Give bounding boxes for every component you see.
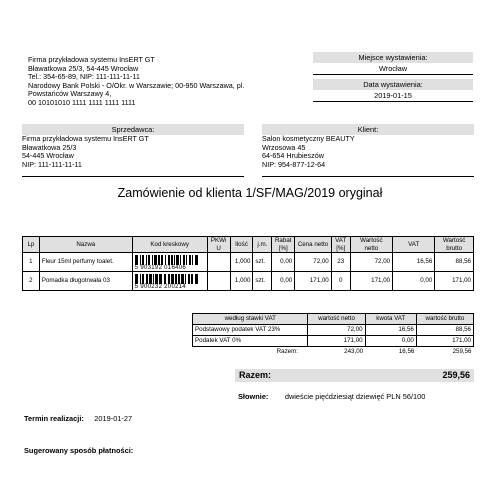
seller-header-line: Tel.: 354-65-89, NIP: 111-111-11-11 — [28, 72, 140, 82]
vat-col-rate: według stawki VAT — [193, 314, 308, 325]
cell-lp: 2 — [23, 272, 40, 291]
vat-total-net: 243,00 — [344, 348, 364, 355]
items-header-row — [23, 237, 474, 253]
barcode-bar — [149, 274, 152, 284]
cell-name: Pomadka długotrwała 03 — [39, 272, 132, 291]
vat-cell-rate: Podatek VAT 0% — [193, 336, 308, 347]
issue-place-label: Miejsce wystawienia: — [313, 52, 473, 63]
cell-qty: 1,000 — [230, 253, 253, 272]
barcode-bar — [168, 274, 170, 284]
client-line: NIP: 954-877-12-64 — [262, 159, 326, 169]
barcode-bar — [135, 255, 138, 265]
barcode-bar — [142, 274, 144, 284]
barcode-bar — [152, 255, 153, 265]
barcode-bar — [171, 274, 174, 284]
table-row — [23, 272, 474, 291]
barcode-bar — [183, 255, 185, 265]
client-line: Salon kosmetyczny BEAUTY — [262, 134, 355, 143]
seller-line: Firma przykładowa systemu InsERT GT — [22, 134, 149, 143]
col-name: Nazwa — [39, 237, 132, 253]
cell-vat-rate: 0 — [331, 272, 350, 291]
client-label: Klient: — [262, 124, 474, 135]
client-line: Wrzosowa 45 — [262, 142, 306, 152]
issue-date-value: 2019-01-15 — [313, 90, 473, 102]
col-vat: VAT — [393, 237, 435, 253]
vat-cell-net: 171,00 — [308, 336, 365, 347]
table-row — [193, 325, 474, 336]
completion-term — [24, 408, 132, 426]
vat-cell-gross: 88,56 — [416, 325, 473, 336]
document-title: Zamówienie od klienta 1/SF/MAG/2019 oryginał — [117, 186, 383, 200]
barcode-bar — [195, 274, 198, 284]
barcode-bar — [164, 274, 166, 284]
barcode-number: 5 900232 200214 — [134, 284, 186, 290]
cell-vat: 16,56 — [393, 253, 435, 272]
issue-place-value: Wrocław — [313, 63, 473, 75]
seller-bottom-rule — [22, 176, 244, 177]
total-value: 259,56 — [442, 370, 470, 380]
barcode-bar — [140, 255, 141, 265]
barcode-bar — [154, 255, 157, 265]
vat-cell-net: 72,00 — [308, 325, 365, 336]
barcode-bar — [135, 274, 138, 284]
in-words-label: Słownie: — [238, 392, 269, 401]
barcode-bar — [188, 274, 190, 284]
seller-header-line: Narodowy Bank Polski - O/Okr. w Warszawie; 00-950 Warszawa, pl. — [28, 80, 245, 90]
cell-vat-rate: 23 — [331, 253, 350, 272]
barcode-bar — [195, 255, 198, 265]
completion-label: Termin realizacji: — [24, 414, 84, 423]
cell-discount: 0,00 — [272, 272, 295, 291]
cell-discount: 0,00 — [272, 253, 295, 272]
barcode-bar — [192, 255, 193, 265]
client-line: 64-654 Hrubieszów — [262, 151, 324, 161]
col-unit: j.m. — [253, 237, 272, 253]
cell-barcode — [132, 253, 207, 272]
barcode-bar — [165, 255, 166, 265]
vat-cell-gross: 171,00 — [416, 336, 473, 347]
cell-name: Fleur 15ml perfumy toalet. — [39, 253, 132, 272]
vat-total-label: Razem: — [276, 348, 298, 355]
cell-pkwiu — [207, 272, 230, 291]
seller-line: Bławatkowa 25/3 — [22, 142, 77, 152]
barcode-bar — [178, 274, 180, 284]
barcode-bar — [174, 255, 175, 265]
vat-header-row — [193, 314, 474, 325]
barcode-bar — [140, 274, 141, 284]
completion-value: 2019-01-27 — [94, 414, 133, 423]
seller-header-line: Powstańców Warszawy 4, — [28, 89, 112, 99]
seller-header-line: Firma przykładowa systemu InsERT GT — [28, 55, 155, 64]
cell-net-value: 171,00 — [350, 272, 392, 291]
barcode-bar — [175, 274, 177, 284]
table-row — [193, 336, 474, 347]
barcode-bar — [148, 255, 150, 265]
seller-line: 54-445 Wrocław — [22, 151, 74, 161]
barcode-image — [135, 274, 205, 284]
barcode-bar — [153, 274, 154, 284]
seller-box — [22, 124, 244, 169]
cell-barcode — [132, 272, 207, 291]
payment-method-label: Sugerowany sposób płatności: — [24, 446, 134, 455]
cell-net-value: 72,00 — [350, 253, 392, 272]
barcode-bar — [186, 255, 187, 265]
seller-header-line: 00 10101010 1111 1111 1111 1111 — [28, 97, 136, 107]
cell-unit: szt. — [253, 253, 272, 272]
issue-info — [313, 52, 473, 102]
barcode-bar — [180, 255, 181, 265]
barcode-image — [135, 255, 205, 265]
cell-net-price: 171,00 — [295, 272, 332, 291]
cell-qty: 1,000 — [230, 272, 253, 291]
barcode-bar — [168, 255, 170, 265]
vat-cell-vat: 0,00 — [365, 336, 416, 347]
in-words-value: dwieście pięćdziesiąt dziewięć PLN 56/100 — [284, 392, 426, 401]
vat-total-gross: 259,56 — [452, 348, 472, 355]
seller-header — [28, 56, 244, 108]
barcode-bar — [155, 274, 158, 284]
cell-net-price: 72,00 — [295, 253, 332, 272]
col-net-value: Wartość netto — [350, 237, 392, 253]
issue-date-label: Data wystawienia: — [313, 79, 473, 90]
table-row — [23, 253, 474, 272]
cell-lp: 1 — [23, 253, 40, 272]
barcode-bar — [142, 255, 144, 265]
cell-gross-value: 171,00 — [435, 272, 474, 291]
in-words — [238, 386, 425, 404]
barcode-bar — [158, 255, 160, 265]
barcode-bar — [161, 255, 163, 265]
items-table — [22, 236, 474, 291]
col-qty: Ilość — [230, 237, 253, 253]
barcode-bar — [185, 274, 186, 284]
barcode-bar — [146, 255, 147, 265]
vat-col-net: wartość netto — [308, 314, 365, 325]
barcode-bar — [146, 274, 148, 284]
barcode-bar — [159, 274, 162, 284]
vat-summary-table — [192, 313, 474, 357]
col-pkwiu: PKWi U — [207, 237, 230, 253]
col-discount: Rabat [%] — [272, 237, 295, 253]
cell-gross-value: 88,56 — [435, 253, 474, 272]
seller-line: NIP: 111-111-11-11 — [22, 159, 82, 169]
total-bar — [235, 369, 474, 382]
vat-cell-rate: Podstawowy podatek VAT 23% — [193, 325, 308, 336]
vat-col-vat: kwota VAT — [365, 314, 416, 325]
col-net-price: Cena netto — [295, 237, 332, 253]
barcode-bar — [176, 255, 179, 265]
vat-cell-vat: 16,56 — [365, 325, 416, 336]
client-box — [262, 124, 474, 169]
col-barcode: Kod kreskowy — [132, 237, 207, 253]
col-lp: Lp — [23, 237, 40, 253]
col-vat-rate: VAT [%] — [331, 237, 350, 253]
seller-header-line: Bławatkowa 25/3, 54-445 Wrocław — [28, 63, 139, 73]
vat-total-vat: 16,56 — [398, 348, 415, 355]
cell-unit: szt. — [253, 272, 272, 291]
vat-col-gross: wartość brutto — [416, 314, 473, 325]
barcode-bar — [189, 255, 191, 265]
barcode-bar — [171, 255, 173, 265]
total-label: Razem: — [239, 370, 272, 380]
vat-total-row — [193, 347, 474, 358]
seller-label: Sprzedawca: — [22, 124, 244, 135]
barcode-number: 5 903192 016406 — [134, 265, 186, 271]
col-gross-value: Wartość brutto — [435, 237, 474, 253]
client-bottom-rule — [262, 176, 474, 177]
barcode-bar — [191, 274, 193, 284]
barcode-bar — [181, 274, 184, 284]
cell-vat: 0,00 — [393, 272, 435, 291]
cell-pkwiu — [207, 253, 230, 272]
